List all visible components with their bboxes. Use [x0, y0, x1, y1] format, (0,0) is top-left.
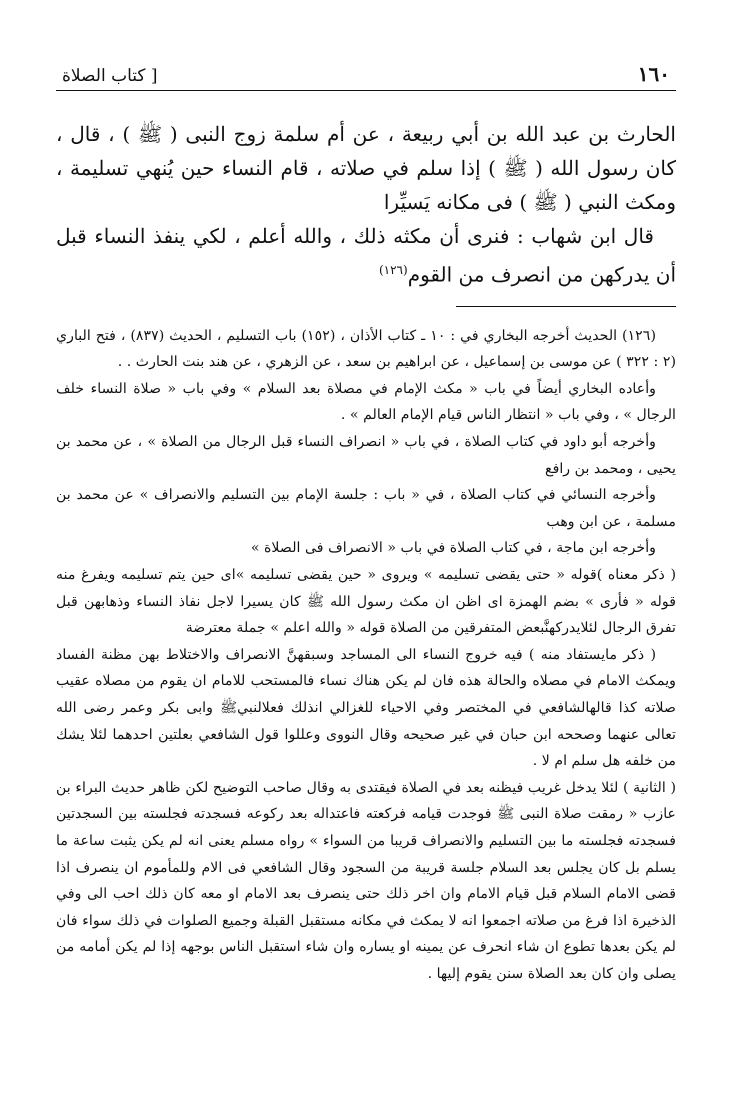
footnote-item: ( ذكر مايستفاد منه ) فيه خروج النساء الى المساجد وسبقهنَّ الانصراف والاختلاط بهن مظنة الفساد ويمكث الامام في مصلاه والحالة هذه فان لم يكن هناك نساء فالمستحب للامام ان يقوم من مصلاه عقيب صلاته كذا قالهالشافعي في المختصر وفي الاحياء للغزالي انذلك فعلالنبيﷺ وابى بكر وعمر رضى الله تعالى عنهما وصححه ابن حبان في غير صحيحه وقال النووى وعللوا قول الشافعي بعلتين احدهما لئلا يشك من خلفه هل سلم ام لا . — [56, 646, 676, 770]
footnote-item: ( الثانية ) لئلا يدخل غريب فيظنه بعد في الصلاة فيقتدى به وقال صاحب التوضيح لكن ظاهر حديث البراء بن عازب « رمقت صلاة النبى ﷺ فوجدت قيامه فركعته فاعتداله بعد ركوعه فسجدته فجلسته بين السجدتين فسجدته فجلسته ما بين التسليم والانصراف قريبا من السواء » رواه مسلم يعنى انه لم يكن يثبت ساعة ما يسلم بل كان يجلس بعد السلام جلسة قريبة من السجود وقال الشافعي فى الام وللمأموم ان ينصرف اذا قضى الامام السلام قبل قيام الامام وان اخر ذلك حتى ينصرف بعد الامام او معه كان ذلك احب الى وفي الذخيرة اذا فرغ من صلاته اجمعوا انه لا يمكث في مكانه مستقبل القبلة وجميع الصلوات في ذلك سواء فان لم يكن بعدها تطوع ان شاء انحرف عن يمينه او يساره وان شاء استقبل الناس بوجهه إذا لم يكن أمامه من يصلى وان كان بعد الصلاة سنن يقوم إليها . — [56, 779, 676, 982]
footnotes — [56, 323, 676, 988]
footnote-item: وأخرجه أبو داود في كتاب الصلاة ، في باب « انصراف النساء قبل الرجال من الصلاة » ، عن محمد بن يحيى ، ومحمد بن رافع — [56, 434, 676, 477]
footnote-reference: (١٢٦) — [378, 263, 408, 277]
footnote-item: وأعاده البخاري أيضاً في باب « مكث الإمام في مصلاة بعد السلام » وفي باب « صلاة النساء خلف الرجال » ، وفي باب « انتظار الناس قيام الإمام العالم » . — [56, 380, 676, 424]
main-text — [56, 117, 676, 292]
chapter-title: [ كتاب الصلاة — [62, 66, 158, 86]
main-paragraph-1: الحارث بن عبد الله بن أبي ربيعة ، عن أم سلمة زوج النبى ( ﷺ ) ، قال ، كان رسول الله ( ﷺ ) إذا سلم في صلاته ، قام النساء حين يُنهي تسليمة ، ومكث النبي ( ﷺ ) فى مكانه يَسيِّرا — [56, 122, 676, 214]
main-paragraph-2 — [56, 219, 676, 292]
footnote-item: ( ذكر معناه )قوله « حتى يقضى تسليمه » ويروى « حين يقضى تسليمه »اى حين يتم تسليمه ويفرغ منه قوله « فأرى » بضم الهمزة اى اظن ان مكث رسول الله ﷺ كان يسيرا لاجل نفاذ النساء وذهابهن قبل تفرق الرجال لئلايدركهنَّبعض المتفرقين من الصلاة قوله « والله اعلم » جملة معترضة — [56, 567, 676, 637]
footnote-item: وأخرجه ابن ماجة ، في كتاب الصلاة في باب « الانصراف فى الصلاة » — [250, 540, 656, 557]
main-paragraph-2-text: قال ابن شهاب : فنرى أن مكثه ذلك ، والله أعلم ، لكي ينفذ النساء قبل أن يدركهن من انصرف من القوم — [56, 224, 676, 287]
page-number: ١٦٠ — [637, 62, 670, 86]
footnote-item: وأخرجه النسائي في كتاب الصلاة ، في « باب : جلسة الإمام بين التسليم والانصراف » عن محمد بن مسلمة ، عن ابن وهب — [56, 487, 676, 530]
page — [56, 62, 676, 988]
running-header — [56, 62, 676, 91]
footnote-item: (١٢٦) الحديث أخرجه البخاري في : ١٠ ـ كتاب الأذان ، (١٥٢) باب التسليم ، الحديث (٨٣٧) ، فتح الباري (٢ : ٣٢٢ ) عن موسى بن إسماعيل ، عن ابراهيم بن سعد ، عن الزهري ، عن هند بنت الحارث . . — [56, 327, 676, 371]
footnote-divider — [456, 306, 676, 307]
